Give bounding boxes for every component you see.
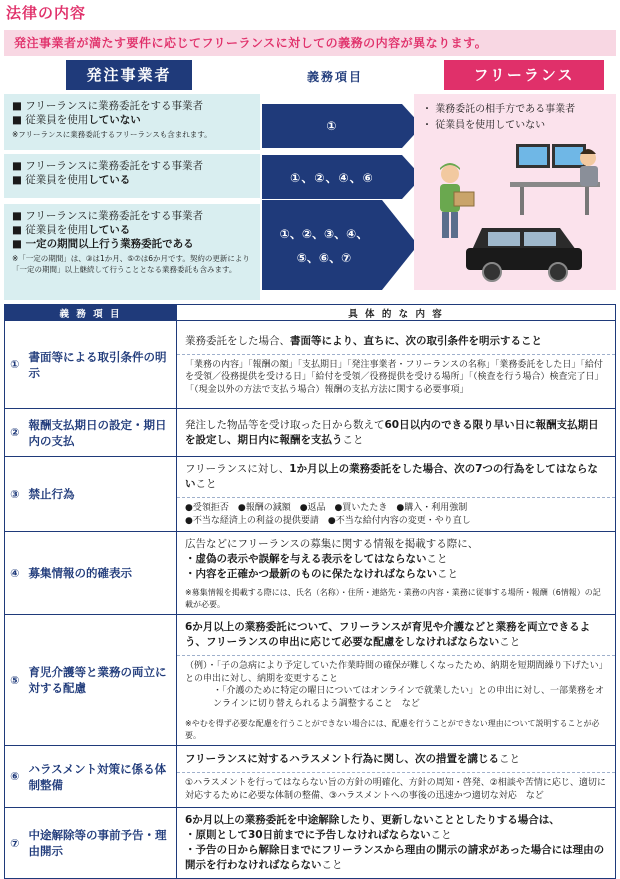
computer-workstation-icon (510, 144, 600, 215)
duty-arrow-3-label-2: ⑤、⑥、⑦ (296, 251, 352, 265)
table-header-item: 義 務 項 目 (5, 305, 177, 321)
row-number: ⑦ (5, 808, 25, 879)
freelance-illustration (420, 140, 610, 286)
row-item: 書面等による取引条件の明示 (25, 321, 177, 409)
duties-table (4, 304, 616, 879)
table-row (5, 321, 616, 409)
client-header: 発注事業者 (66, 60, 192, 90)
table-row (5, 409, 616, 457)
table-row (5, 808, 616, 879)
client-case-1 (4, 94, 260, 150)
case1-line1: ■ フリーランスに業務委託をする事業者 (12, 99, 254, 113)
row-number: ① (5, 321, 25, 409)
row-main-text: 6か月以上の業務委託を中途解除したり、更新しないこととしたりする場合は、 ・原則として30日前までに予告しなければならないこと ・予告の日から解除日までにフリーランスから理由の開示の請求があった場合には理由の開示を行わなければならないこと (185, 814, 605, 871)
row-number: ⑤ (5, 615, 25, 746)
client-case-2 (4, 154, 260, 198)
duty-arrow-2-label: ①、②、④、⑥ (290, 170, 374, 185)
case1-note: ※フリーランスに業務委託するフリーランスも含まれます。 (12, 130, 212, 139)
row-item: ハラスメント対策に係る体制整備 (25, 746, 177, 808)
freelance-header: フリーランス (444, 60, 604, 90)
row-main-text: フリーランスに対するハラスメント行為に関し、次の措置を講じること (185, 753, 520, 765)
row-main-text: 広告などにフリーランスの募集に関する情報を掲載する際に、 ・虚偽の表示や誤解を与える表示をしてはならないこと ・内容を正確かつ最新のものに保たなければならないこと (185, 538, 479, 580)
case2-line1: ■ フリーランスに業務委託をする事業者 (12, 159, 254, 173)
row-number: ③ (5, 457, 25, 532)
row-item: 募集情報の的確表示 (25, 532, 177, 615)
case3-line3: ■ 一定の期間以上行う業務委託である (12, 237, 254, 251)
row-sub-text: ●受領拒否 ●報酬の減額 ●返品 ●買いたたき ●購入・利用強制 ●不当な経済上の利益の提供要請 ●不当な給付内容の変更・やり直し (177, 497, 615, 531)
row-item: 育児介護等と業務の両立に対する配慮 (25, 615, 177, 746)
row-item: 報酬支払期日の設定・期日内の支払 (25, 409, 177, 457)
case3-line2: ■ 従業員を使用している (12, 223, 254, 237)
page-title: 法律の内容 (6, 4, 87, 22)
duty-arrow-1 (262, 104, 422, 148)
row-item: 禁止行為 (25, 457, 177, 532)
table-row (5, 532, 616, 615)
freelance-item-2: ・ 従業員を使用していない (422, 118, 608, 134)
client-case-3 (4, 204, 260, 300)
duty-arrow-1-label: ① (326, 119, 338, 133)
row-number: ⑥ (5, 746, 25, 808)
row-number: ④ (5, 532, 25, 615)
summary-banner: 発注事業者が満たす要件に応じてフリーランスに対しての義務の内容が異なります。 (4, 30, 616, 56)
case3-note: ※「一定の期間」は、③は1か月、⑤⑦は6か月です。契約の更新により「一定の期間」以上継続して行うこととなる業務委託も含みます。 (12, 254, 250, 274)
row-note: ※やむを得ず必要な配慮を行うことができない場合には、配慮を行うことができない理由について説明することが必要。 (185, 719, 600, 740)
row-main-text: 業務委託をした場合、書面等により、直ちに、次の取引条件を明示すること (185, 334, 542, 347)
table-header-row (5, 305, 616, 321)
row-example: （例）・「子の急病により予定していた作業時間の確保が難しくなったため、納期を短期間繰り下げたい」との申出に対し、納期を変更すること ・「介護のために特定の曜日についてはオンラインで就業したい」との申出に対し、一部業務をオンラインに切り替えられるよう調整すること など (177, 655, 615, 714)
row-sub-text: ①ハラスメントを行ってはならない旨の方針の明確化、方針の周知・啓発、②相談や苦情に応じ、適切に対応するために必要な体制の整備、③ハラスメントへの事後の迅速かつ適切な対応 など (177, 772, 615, 806)
row-main-text: 6か月以上の業務委託について、フリーランスが育児や介護などと業務を両立できるよう、フリーランスの申出に応じて必要な配慮をしなければならないこと (185, 621, 591, 648)
table-row (5, 615, 616, 746)
row-main-text: フリーランスに対し、1か月以上の業務委託をした場合、次の7つの行為をしてはならないこと (185, 463, 598, 490)
row-sub-text: 「業務の内容」「報酬の額」「支払期日」「発注事業者・フリーランスの名称」「業務委託をした日」「給付を受領／役務提供を受ける日」「給付を受領／役務提供を受ける場所」「（検査を行う場合）検査完了日」「（現金以外の方法で支払う場合）報酬の支払方法に関する必要事項」 (177, 354, 615, 401)
row-note: ※募集情報を掲載する際には、氏名（名称）・住所・連絡先・業務の内容・業務に従事する場所・報酬（6情報）の記載が必要。 (185, 588, 601, 609)
table-row (5, 457, 616, 532)
duties-header: 義務項目 (306, 70, 363, 84)
row-main-text: 発注した物品等を受け取った日から数えて60日以内のできる限り早い日に報酬支払期日を設定し、期日内に報酬を支払うこと (185, 418, 599, 446)
case3-line1: ■ フリーランスに業務委託をする事業者 (12, 209, 254, 223)
row-item: 中途解除等の事前予告・理由開示 (25, 808, 177, 879)
duty-arrow-2 (262, 155, 422, 199)
duty-arrow-3 (262, 200, 418, 290)
case1-line2: ■ 従業員を使用していない (12, 113, 254, 127)
freelance-item-1: ・ 業務委託の相手方である事業者 (422, 102, 608, 118)
duty-arrow-3-label-1: ①、②、③、④、 (279, 227, 369, 241)
table-header-detail: 具 体 的 な 内 容 (177, 305, 616, 321)
car-icon (466, 228, 582, 281)
row-number: ② (5, 409, 25, 457)
case2-line2: ■ 従業員を使用している (12, 173, 254, 187)
delivery-person-icon (440, 163, 474, 238)
table-row (5, 746, 616, 808)
